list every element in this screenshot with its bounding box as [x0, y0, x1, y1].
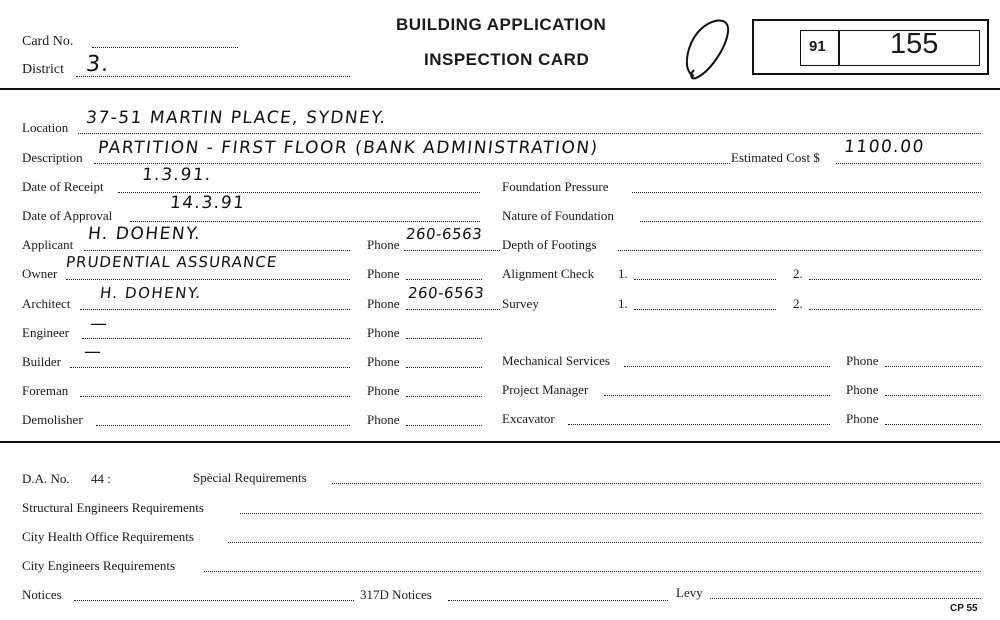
date-of-receipt-value: 1.3.91. — [140, 165, 214, 185]
architect-phone-dots — [406, 309, 500, 310]
circled-mark-icon — [676, 14, 742, 82]
alignment-check-label: Alignment Check — [502, 266, 595, 281]
alignment-check-num1: 1. — [618, 266, 628, 281]
reference-number-large: 155 — [890, 28, 939, 60]
engineer-label: Engineer — [22, 325, 69, 340]
divider-middle — [0, 441, 1000, 443]
applicant-value: H. DOHENY. — [86, 224, 203, 244]
project-manager-phone-dots — [885, 395, 981, 396]
survey-num2: 2. — [793, 296, 803, 311]
foreman-phone-dots — [406, 396, 482, 397]
applicant-dots — [84, 250, 350, 251]
form-title-line2: INSPECTION CARD — [424, 50, 590, 69]
architect-label: Architect — [22, 296, 71, 311]
date-of-approval-label: Date of Approval — [22, 208, 113, 223]
notices-317d-label: 317D Notices — [360, 587, 432, 602]
form-code: CP 55 — [950, 603, 978, 614]
structural-engineers-dots — [240, 513, 981, 514]
applicant-phone-value: 260-6563 — [405, 225, 484, 243]
owner-label: Owner — [22, 266, 58, 281]
excavator-dots — [568, 424, 830, 425]
location-value: 37-51 MARTIN PLACE, SYDNEY. — [84, 108, 388, 128]
owner-phone-dots — [406, 279, 482, 280]
builder-phone-label: Phone — [367, 354, 400, 369]
survey-label: Survey — [502, 296, 539, 311]
engineer-phone-label: Phone — [367, 325, 400, 340]
levy-label: Levy — [676, 585, 703, 600]
city-health-label: City Health Office Requirements — [22, 529, 194, 544]
city-engineers-label: City Engineers Requirements — [22, 558, 176, 573]
mechanical-services-phone-dots — [885, 366, 981, 367]
description-dots — [94, 163, 730, 164]
district-dots — [76, 76, 350, 77]
card-no-dots — [92, 47, 238, 48]
applicant-phone-dots — [404, 250, 500, 251]
builder-phone-dots — [406, 367, 482, 368]
special-requirements-label: Spècial Requirements — [193, 470, 307, 485]
city-health-dots — [228, 542, 981, 543]
demolisher-dots — [96, 425, 350, 426]
owner-dots — [66, 279, 350, 280]
survey-dots1 — [634, 309, 776, 310]
mechanical-services-dots — [624, 366, 830, 367]
project-manager-dots — [604, 395, 830, 396]
nature-of-foundation-label: Nature of Foundation — [502, 208, 614, 223]
excavator-phone-dots — [885, 424, 981, 425]
reference-number-small: 91 — [809, 38, 826, 55]
demolisher-phone-label: Phone — [367, 412, 400, 427]
architect-value: H. DOHENY. — [99, 284, 203, 302]
structural-engineers-label: Structural Engineers Requirements — [22, 500, 204, 515]
form-title-line1: BUILDING APPLICATION — [396, 15, 607, 34]
demolisher-phone-dots — [406, 425, 482, 426]
foreman-phone-label: Phone — [367, 383, 400, 398]
survey-num1: 1. — [618, 296, 628, 311]
foundation-pressure-label: Foundation Pressure — [502, 179, 609, 194]
estimated-cost-value: 1100.00 — [842, 137, 926, 157]
survey-dots2 — [809, 309, 981, 310]
city-engineers-dots — [204, 571, 981, 572]
notices-317d-dots — [448, 600, 668, 601]
foreman-label: Foreman — [22, 383, 69, 398]
applicant-label: Applicant — [22, 237, 74, 252]
architect-phone-label: Phone — [367, 296, 400, 311]
date-of-approval-dots — [130, 221, 480, 222]
description-label: Description — [22, 150, 83, 165]
applicant-phone-label: Phone — [367, 237, 400, 252]
builder-dots — [70, 367, 350, 368]
card-no-label: Card No. — [22, 34, 74, 49]
da-no-value: 44 : — [91, 471, 111, 486]
depth-of-footings-dots — [618, 250, 981, 251]
district-value: 3. — [84, 52, 112, 77]
levy-dots — [710, 598, 981, 599]
engineer-dots — [82, 338, 350, 339]
alignment-check-dots2 — [809, 279, 981, 280]
location-label: Location — [22, 120, 69, 135]
owner-phone-label: Phone — [367, 266, 400, 281]
estimated-cost-dots — [836, 163, 981, 164]
mechanical-services-phone-label: Phone — [846, 353, 879, 368]
engineer-value: — — [88, 314, 110, 334]
location-dots — [78, 133, 981, 134]
divider-top — [0, 88, 1000, 90]
builder-value: — — [82, 342, 104, 362]
demolisher-label: Demolisher — [22, 412, 83, 427]
special-requirements-dots — [332, 483, 981, 484]
architect-phone-value: 260-6563 — [407, 284, 486, 302]
estimated-cost-label: Estimated Cost $ — [731, 150, 820, 165]
builder-label: Builder — [22, 354, 61, 369]
description-value: PARTITION - FIRST FLOOR (BANK ADMINISTRATION) — [96, 138, 600, 158]
foreman-dots — [80, 396, 350, 397]
engineer-phone-dots — [406, 338, 482, 339]
architect-dots — [80, 309, 350, 310]
depth-of-footings-label: Depth of Footings — [502, 237, 597, 252]
nature-of-foundation-dots — [640, 221, 981, 222]
notices-label: Notices — [22, 587, 62, 602]
date-of-approval-value: 14.3.91 — [168, 193, 247, 213]
date-of-receipt-label: Date of Receipt — [22, 179, 104, 194]
mechanical-services-label: Mechanical Services — [502, 353, 610, 368]
project-manager-label: Project Manager — [502, 382, 589, 397]
da-no-label: D.A. No. — [22, 471, 70, 486]
excavator-label: Excavator — [502, 411, 555, 426]
excavator-phone-label: Phone — [846, 411, 879, 426]
notices-dots — [74, 600, 354, 601]
district-label: District — [22, 62, 64, 77]
foundation-pressure-dots — [632, 192, 981, 193]
alignment-check-dots1 — [634, 279, 776, 280]
owner-value: PRUDENTIAL ASSURANCE — [65, 253, 279, 271]
project-manager-phone-label: Phone — [846, 382, 879, 397]
alignment-check-num2: 2. — [793, 266, 803, 281]
